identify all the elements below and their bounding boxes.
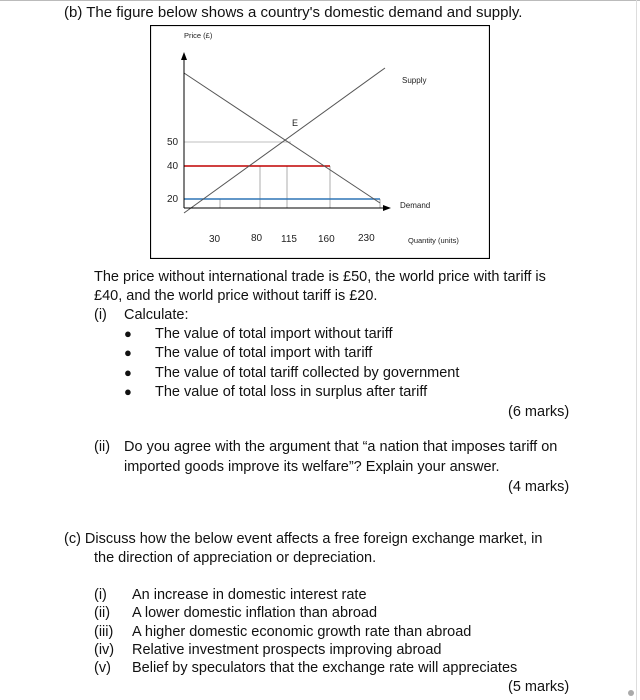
part-b-heading: (b) The figure below shows a country's domestic demand and supply. (64, 4, 523, 21)
y-tick-50: 50 (167, 137, 179, 148)
part-c-heading-line-1: (c) Discuss how the below event affects a free foreign exchange market, in (64, 531, 543, 547)
part-c-item-label: (iii) (94, 624, 114, 640)
y-tick-40: 40 (167, 161, 179, 172)
bullet-item-1: The value of total import without tariff (155, 326, 393, 342)
page-right-border (636, 0, 637, 700)
part-c-item-text: A higher domestic economic growth rate than abroad (132, 624, 472, 640)
sub-i-marks: (6 marks) (508, 404, 570, 420)
part-c-heading-line-2: the direction of appreciation or depreciation. (94, 550, 377, 566)
bullet-icon: ● (124, 345, 132, 360)
bullet-icon: ● (124, 384, 132, 399)
part-c-item-label: (i) (94, 587, 107, 603)
intro-line-2: £40, and the world price without tariff is £20. (94, 288, 378, 304)
x-tick-80: 80 (251, 233, 263, 244)
page-top-border (0, 0, 640, 1)
bullet-icon: ● (124, 365, 132, 380)
y-tick-20: 20 (167, 194, 179, 205)
x-tick-160: 160 (318, 234, 335, 245)
bullet-item-3: The value of total tariff collected by government (155, 365, 460, 381)
sub-ii-marks: (4 marks) (508, 479, 570, 495)
sub-ii-line-2: imported goods improve its welfare”? Explain your answer. (124, 459, 500, 475)
demand-label: Demand (400, 201, 431, 210)
part-c-item-label: (v) (94, 660, 111, 676)
sub-ii-line-1: Do you agree with the argument that “a nation that imposes tariff on (124, 439, 558, 455)
intro-line-1: The price without international trade is £50, the world price with tariff is (94, 269, 546, 285)
sub-i-label: (i) (94, 307, 107, 323)
part-c-item-text: Belief by speculators that the exchange rate will appreciates (132, 660, 518, 676)
x-axis-label: Quantity (units) (408, 236, 459, 245)
x-tick-230: 230 (358, 233, 375, 244)
sub-i-text: Calculate: (124, 307, 189, 323)
part-c-marks: (5 marks) (508, 679, 570, 695)
bullet-icon: ● (124, 326, 132, 341)
bullet-item-2: The value of total import with tariff (155, 345, 373, 361)
equilibrium-label: E (292, 118, 299, 128)
scroll-indicator[interactable] (628, 690, 634, 696)
part-c-item-label: (ii) (94, 605, 111, 621)
x-tick-115: 115 (281, 234, 297, 245)
bullet-item-4: The value of total loss in surplus after tariff (155, 384, 428, 400)
x-tick-30: 30 (209, 234, 221, 245)
part-c-item-text: A lower domestic inflation than abroad (132, 605, 378, 621)
sub-ii-label: (ii) (94, 439, 111, 455)
part-c-item-text: Relative investment prospects improving abroad (132, 642, 442, 658)
y-axis-label: Price (£) (184, 31, 213, 40)
supply-label: Supply (402, 76, 427, 85)
part-c-item-label: (iv) (94, 642, 115, 658)
supply-demand-figure (150, 25, 490, 259)
part-c-item-text: An increase in domestic interest rate (132, 587, 367, 603)
